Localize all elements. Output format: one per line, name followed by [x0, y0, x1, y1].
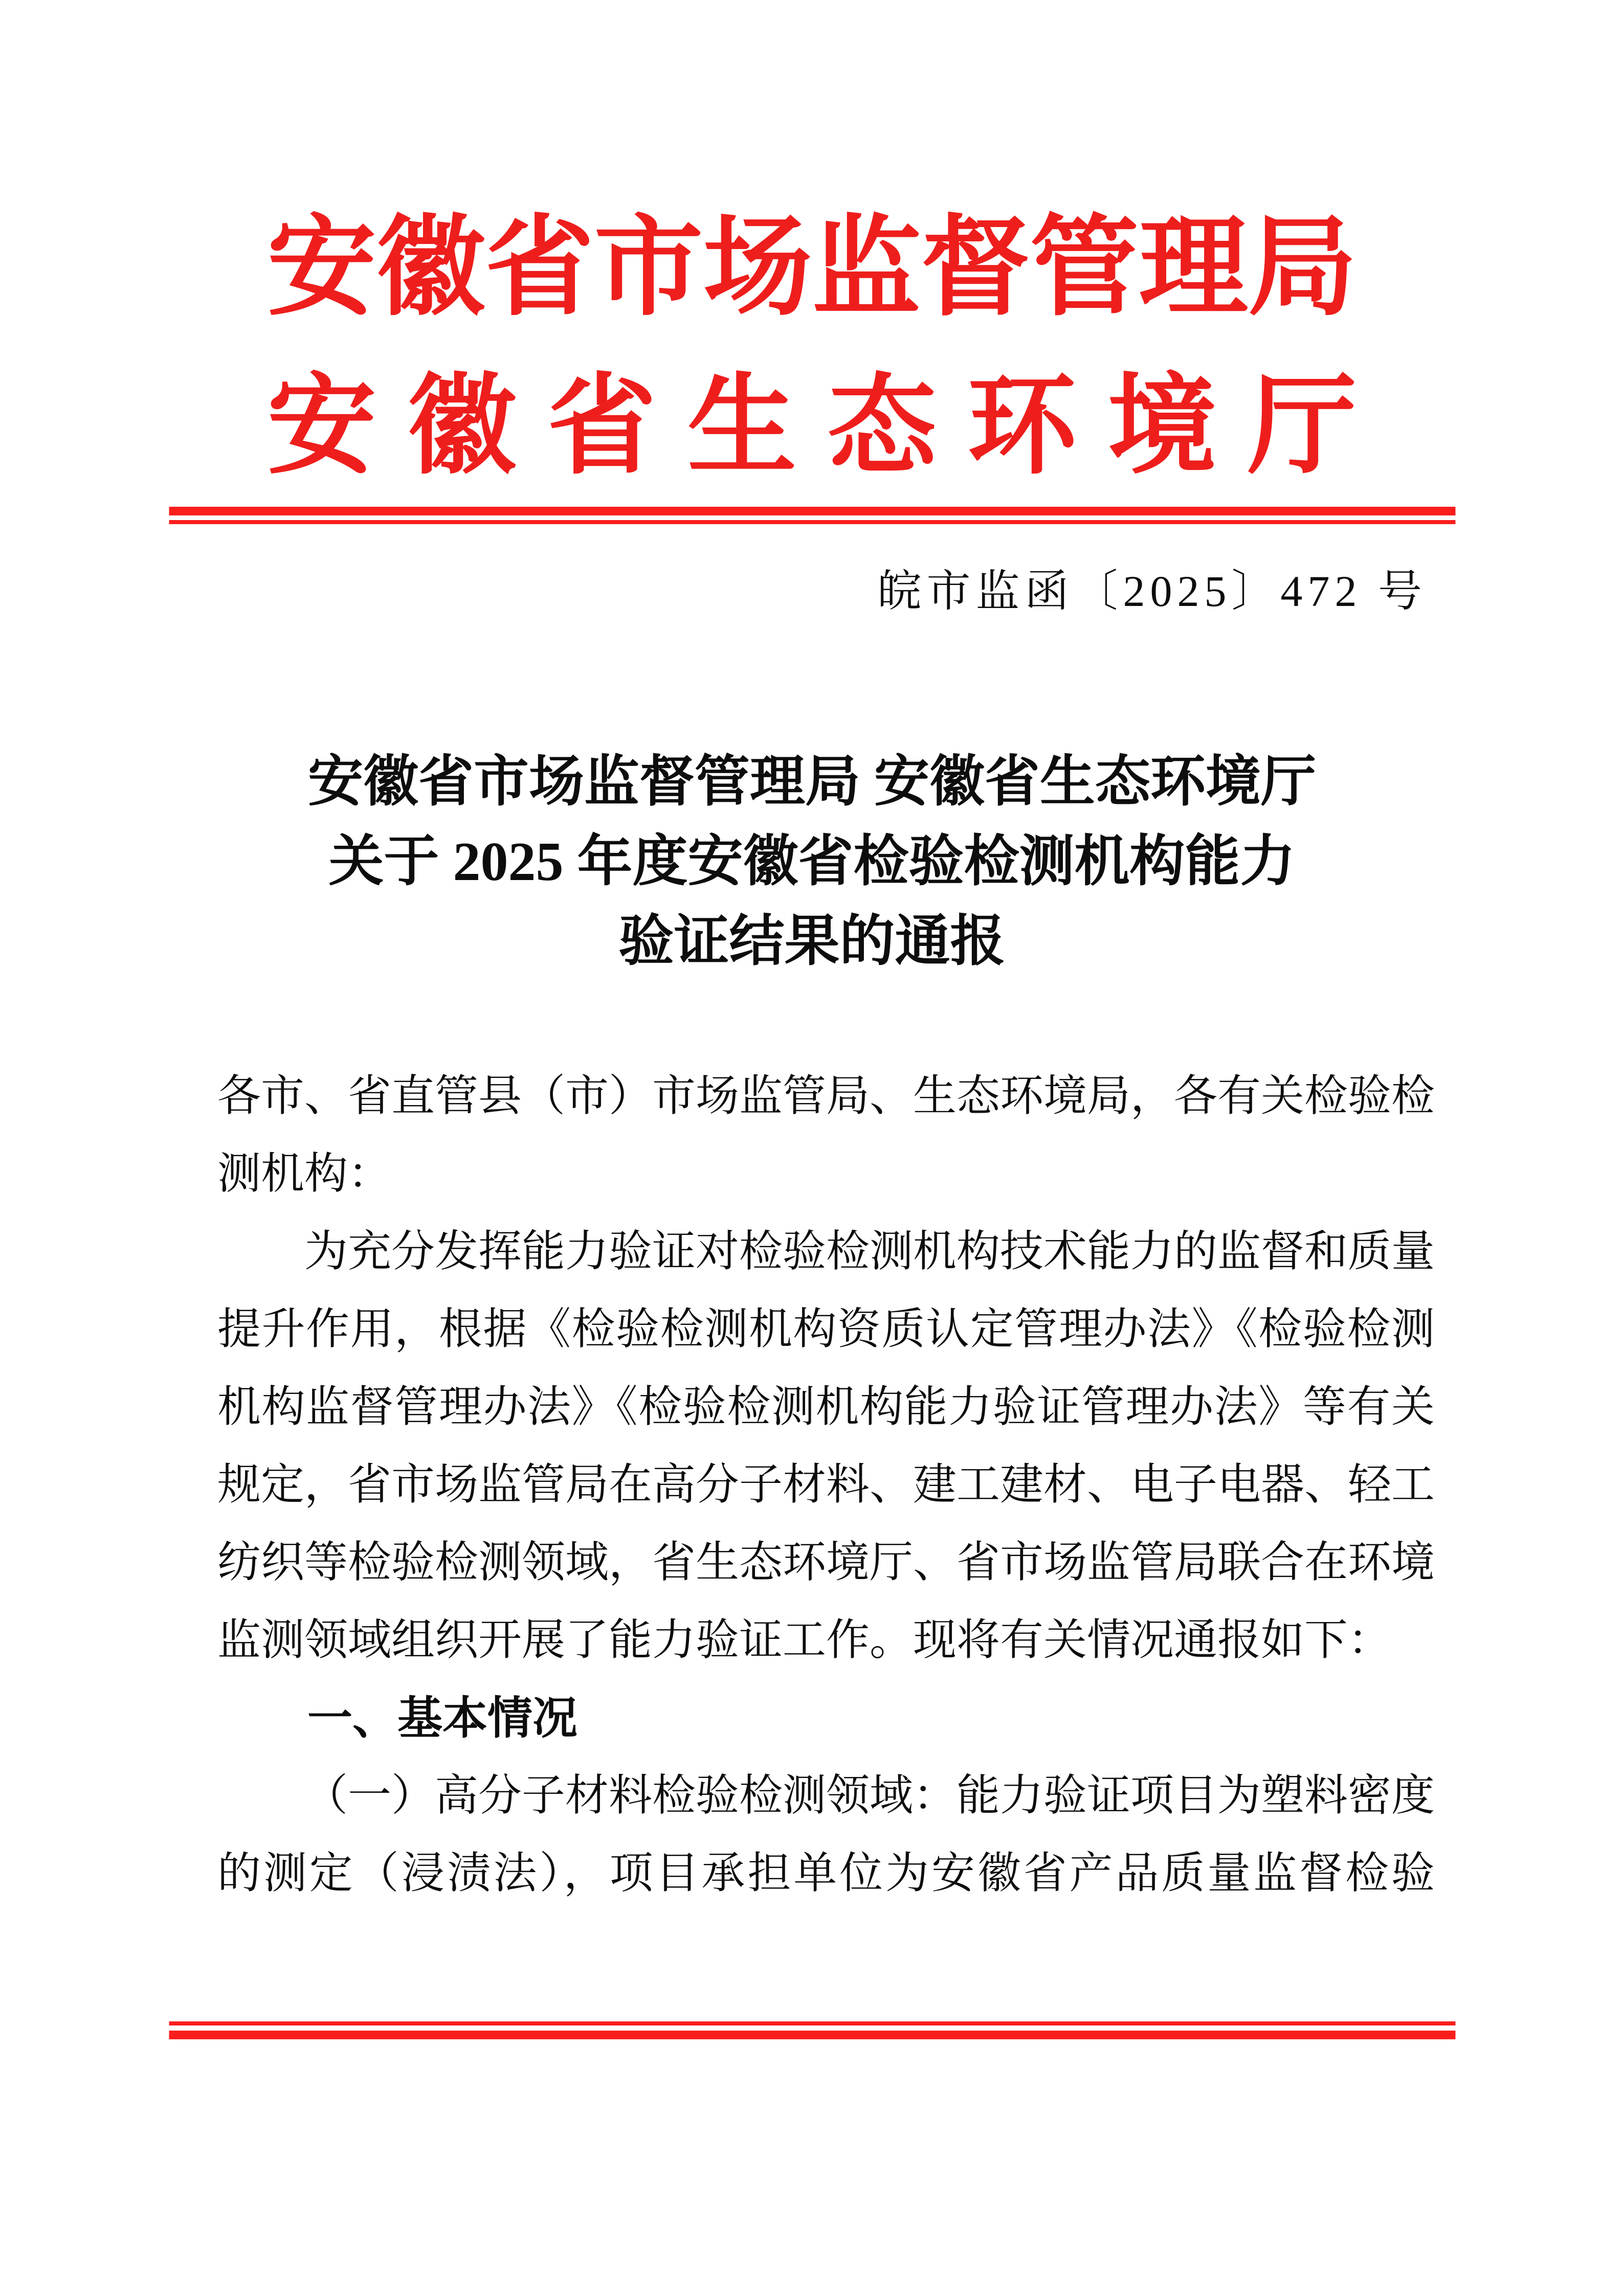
- paragraph-polymer-materials-field: （一）高分子材料检验检测领域：能力验证项目为塑料密度的测定（浸渍法），项目承担单位为安徽省产品质量监督检验: [217, 1772, 1435, 1898]
- header-agency-name-line-1: [267, 208, 1357, 329]
- footer-double-rule: [169, 2021, 1455, 2039]
- agency-name-char: 境: [1107, 367, 1217, 487]
- agency-name-char: 厅: [1248, 367, 1357, 487]
- agency-name-char: 督: [921, 208, 1030, 329]
- document-title-line-1: 安徽省市场监督管理局 安徽省生态环境厅: [307, 752, 1316, 813]
- agency-name-char: 省: [547, 367, 657, 487]
- agency-name-char: 理: [1139, 208, 1248, 329]
- footer-rule-thin: [169, 2021, 1455, 2025]
- paragraph-introduction: 为充分发挥能力验证对检验检测机构技术能力的监督和质量提升作用，根据《检验检测机构资质认定管理办法》《检验检测机构监督管理办法》《检验检测机构能力验证管理办法》等有关规定，省市场监管局在高分子材料、建工建材、电子电器、轻工纺织等检验检测领域，省生态环境厅、省市场监管局联合在环境监测领域组织开展了能力验证工作。现将有关情况通报如下：: [217, 1228, 1435, 1664]
- agency-name-char: 安: [267, 208, 376, 329]
- agency-name-char: 场: [703, 208, 812, 329]
- header-rule-thick: [169, 507, 1455, 515]
- header-rule-thin: [169, 520, 1455, 524]
- document-title: [0, 742, 1624, 982]
- document-title-line-2: 关于 2025 年度安徽省检验检测机构能力: [328, 831, 1296, 892]
- agency-name-char: 市: [594, 208, 703, 329]
- document-reference-number: 皖市监函〔2025〕472 号: [877, 567, 1427, 616]
- document-title-line-3: 验证结果的通报: [618, 911, 1006, 972]
- header-double-rule: [169, 507, 1455, 524]
- document-body: [217, 1057, 1435, 1912]
- agency-name-char: 安: [267, 367, 376, 487]
- agency-name-char: 生: [687, 367, 797, 487]
- agency-name-char: 环: [967, 367, 1077, 487]
- section-heading-basic-situation: 一、基本情况: [307, 1693, 578, 1743]
- footer-rule-thick: [169, 2031, 1455, 2039]
- salutation-addressees: 各市、省直管县（市）市场监管局、生态环境局，各有关检验检测机构：: [217, 1072, 1435, 1198]
- agency-name-char: 态: [827, 367, 937, 487]
- agency-name-char: 省: [485, 208, 594, 329]
- header-agency-name-line-2: [267, 367, 1357, 487]
- agency-name-char: 管: [1030, 208, 1139, 329]
- agency-name-char: 徽: [376, 208, 485, 329]
- agency-name-char: 局: [1248, 208, 1357, 329]
- agency-name-char: 监: [812, 208, 921, 329]
- agency-name-char: 徽: [407, 367, 517, 487]
